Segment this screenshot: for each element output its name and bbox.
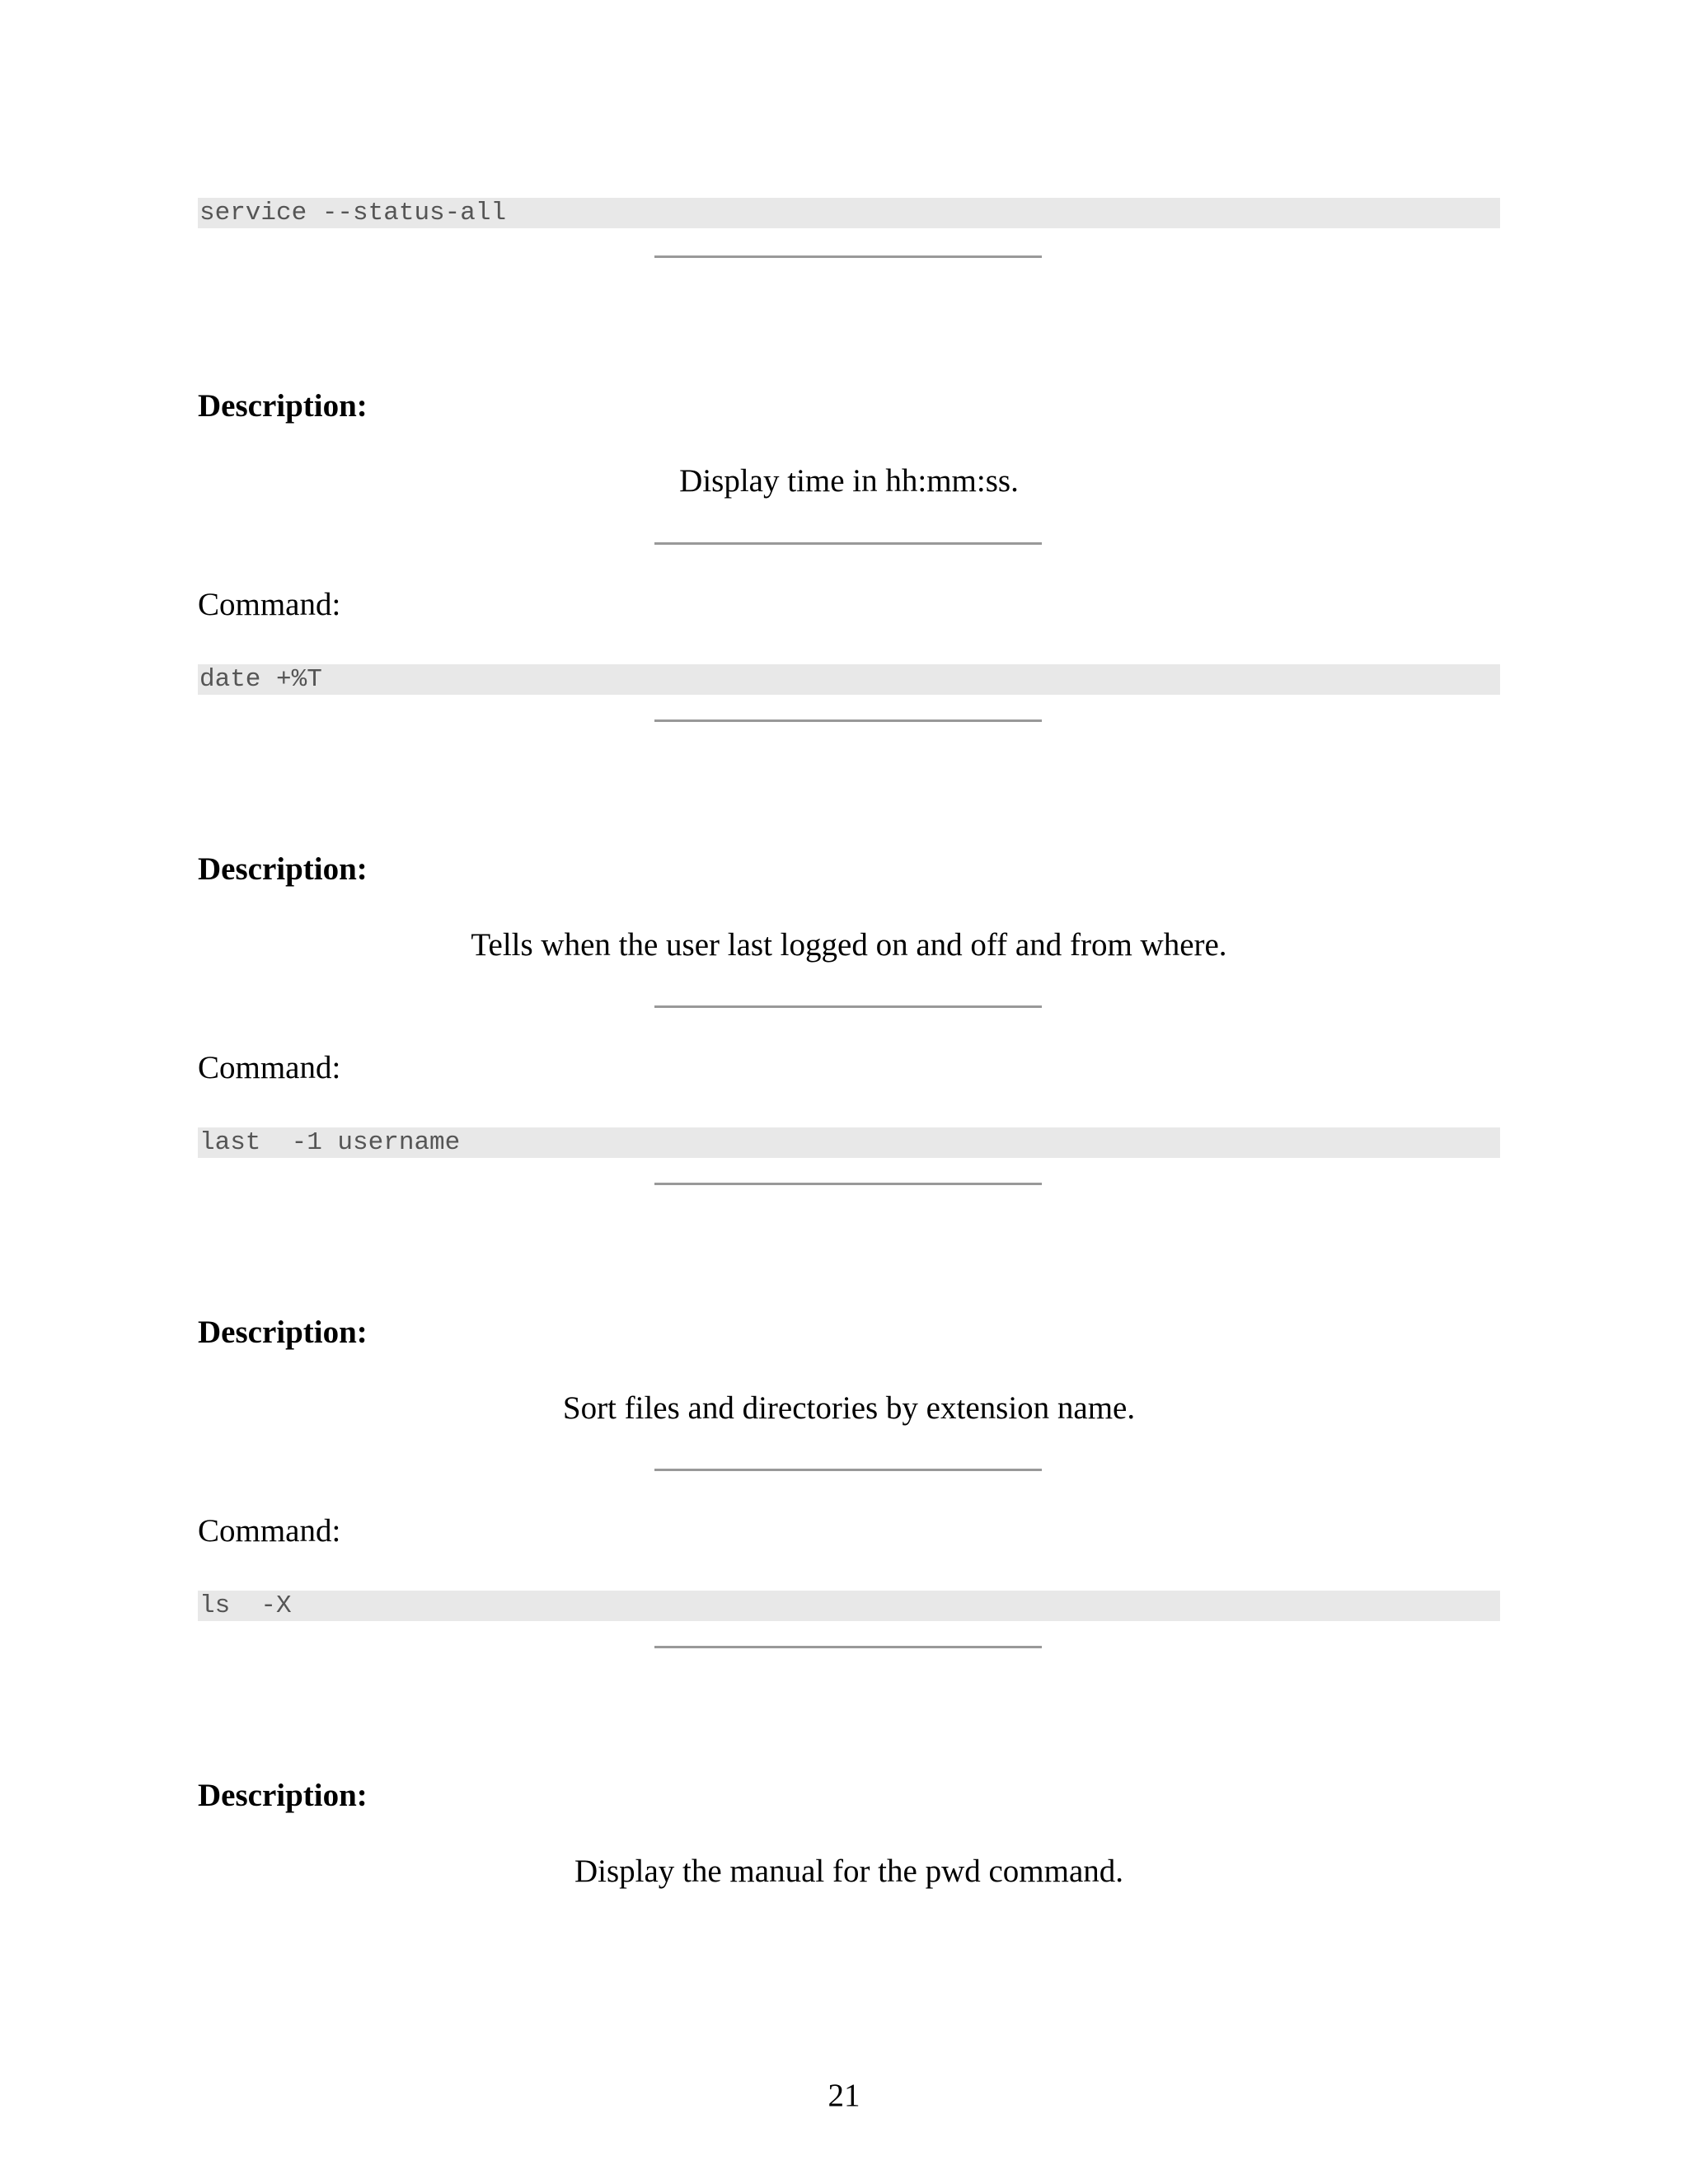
command-label: Command:: [198, 1050, 341, 1085]
command-code-service-status: service --status-all: [198, 198, 1500, 228]
section-divider: [654, 255, 1042, 258]
section-divider: [654, 1183, 1042, 1185]
description-text-ls: Sort files and directories by extension name.: [562, 1390, 1136, 1426]
description-text-last: Tells when the user last logged on and off and from where.: [471, 927, 1227, 963]
command-code-ls: ls -X: [198, 1591, 1500, 1621]
command-code-last: last -1 username: [198, 1127, 1500, 1158]
description-text-pwd: Display the manual for the pwd command.: [574, 1854, 1124, 1889]
page-number: 21: [828, 2078, 860, 2113]
description-heading: Description:: [198, 388, 368, 424]
section-divider: [654, 719, 1042, 722]
command-code-date: date +%T: [198, 664, 1500, 695]
section-divider: [654, 1005, 1042, 1008]
section-divider: [654, 1469, 1042, 1471]
description-heading: Description:: [198, 1778, 368, 1813]
command-label: Command:: [198, 587, 341, 622]
section-divider: [654, 542, 1042, 545]
description-text-date: Display time in hh:mm:ss.: [679, 463, 1019, 499]
description-heading: Description:: [198, 1315, 368, 1350]
command-label: Command:: [198, 1513, 341, 1549]
section-divider: [654, 1646, 1042, 1648]
description-heading: Description:: [198, 851, 368, 887]
